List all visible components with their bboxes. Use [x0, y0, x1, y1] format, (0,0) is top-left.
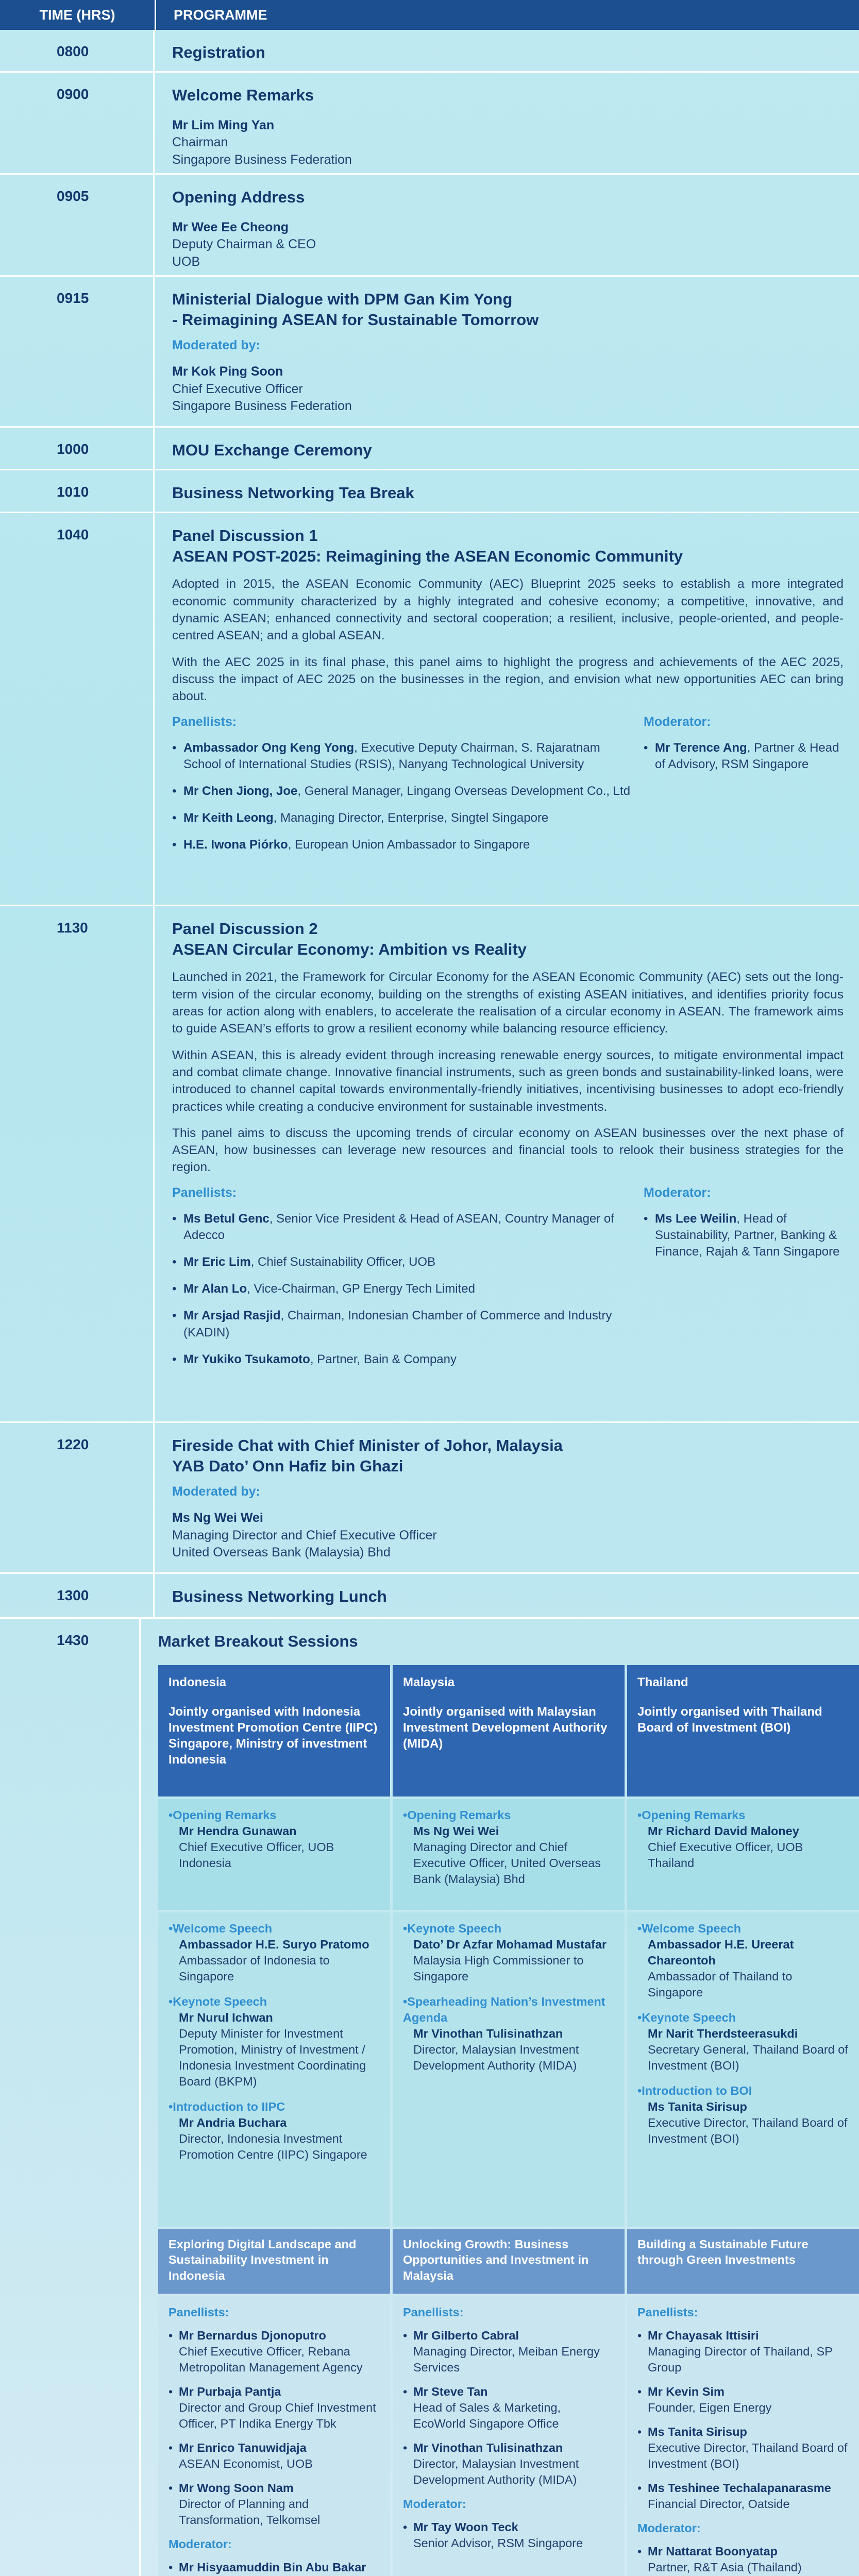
- time-cell: 1040: [0, 513, 155, 905]
- item-title: Business Networking Tea Break: [172, 484, 414, 502]
- item-title: Registration: [172, 43, 265, 61]
- time-cell: 1430: [0, 1619, 141, 2576]
- item-title: MOU Exchange Ceremony: [172, 441, 372, 459]
- title-line-2: ASEAN Circular Economy: Ambition vs Reality: [172, 940, 527, 958]
- speaker-org: UOB: [172, 254, 200, 269]
- time-cell: 0800: [0, 30, 155, 71]
- breakout-column-header: [393, 1665, 625, 1797]
- row-1010: [0, 470, 859, 513]
- time-cell: 1220: [0, 1423, 155, 1572]
- description-paragraph: Launched in 2021, the Framework for Circular Economy for the ASEAN Economic Community (AEC) sets out the long-term vision of the circular economy, building on the strengths of existing ASEAN initiatives, and identifies priority focus areas for action along with enablers, to accelerate the realisation of a circular economy in ASEAN. The framework aims to guide ASEAN’s efforts to grow a resilient economy while balancing resource efficiency.: [172, 970, 844, 1036]
- list-item: • Ambassador Ong Keng Yong, Executive Deputy Chairman, S. Rajaratnam School of International Studies (RSIS), Nanyang Technological University: [172, 740, 638, 773]
- opening-remarks-cell: • Opening Remarks Ms Ng Wei Wei Managing Director and Chief Executive Officer, United Overseas Bank (Malaysia) Bhd: [393, 1799, 625, 1910]
- session-title: Unlocking Growth: Business Opportunities and Investment in Malaysia: [393, 2229, 625, 2294]
- description-paragraph: This panel aims to discuss the upcoming trends of circular economy on ASEAN businesses over the next phase of ASEAN, how businesses can leverage new resources and financial tools to relook their business strategies for the region.: [172, 1126, 844, 1175]
- row-1000: [0, 428, 859, 470]
- session-panel-cell: Panellists: • Mr Gilberto Cabral Managing Director, Meiban Energy Services • Mr Steve Tan Head of Sales & Marketing, EcoWorld Singapore Office • Mr Vinothan Tulisinathzan Director, Malaysian Investment Development Authority (MIDA) Moderator: • Mr Tay Woon Teck Senior Advisor, RSM Singapore: [393, 2296, 625, 2576]
- moderator-block: [638, 1185, 844, 1368]
- list-item: • Mr Yukiko Tsukamoto, Partner, Bain & Company: [172, 1351, 638, 1368]
- row-0900: [0, 73, 859, 175]
- time-cell: 1000: [0, 428, 155, 469]
- programme-column-header: PROGRAMME: [174, 7, 267, 23]
- time-cell: 0905: [0, 175, 155, 275]
- moderator-role: Managing Director and Chief Executive Officer: [172, 1528, 437, 1543]
- moderated-by-label: Moderated by:: [172, 338, 260, 353]
- title-line-2: ASEAN POST-2025: Reimagining the ASEAN Economic Community: [172, 547, 683, 565]
- session-title: Exploring Digital Landscape and Sustainability Investment in Indonesia: [158, 2229, 390, 2294]
- breakout-column-header: [627, 1665, 859, 1797]
- list-item: • Mr Alan Lo, Vice-Chairman, GP Energy Tech Limited: [172, 1281, 638, 1297]
- title-line-2: YAB Dato’ Onn Hafiz bin Ghazi: [172, 1456, 403, 1475]
- time-cell: 1010: [0, 470, 155, 512]
- speaker: [172, 219, 844, 271]
- item-title: [172, 526, 844, 566]
- speeches-cell: • Welcome Speech Ambassador H.E. Ureerat Chareontoh Ambassador of Thailand to Singapore • Keynote Speech Mr Narit Therdsteerasukdi Secretary General, Thailand Board of Investment (BOI) • Introduction to BOI Ms Tanita Sirisup Executive Director, Thailand Board of Investment (BOI): [627, 1912, 859, 2227]
- list-item: • Mr Terence Ang, Partner & Head of Advisory, RSM Singapore: [644, 740, 844, 773]
- speaker: [172, 117, 844, 169]
- time-cell: 1130: [0, 906, 155, 1421]
- row-0905: [0, 175, 859, 277]
- speeches-cell: • Welcome Speech Ambassador H.E. Suryo Pratomo Ambassador of Indonesia to Singapore • Keynote Speech Mr Nurul Ichwan Deputy Minister for Investment Promotion, Ministry of Investment / Indonesia Investment Coordinating Board (BKPM) • Introduction to IIPC Mr Andria Buchara Director, Indonesia Investment Promotion Centre (IIPC) Singapore: [158, 1912, 390, 2227]
- opening-remarks-cell: • Opening Remarks Mr Hendra Gunawan Chief Executive Officer, UOB Indonesia: [158, 1799, 390, 1910]
- row-1300: [0, 1574, 859, 1619]
- list-item: • Ms Betul Genc, Senior Vice President & Head of ASEAN, Country Manager of Adecco: [172, 1211, 638, 1244]
- title-line-1: Ministerial Dialogue with DPM Gan Kim Yong: [172, 290, 513, 308]
- organiser-text: Jointly organised with Indonesia Investment Promotion Centre (IIPC) Singapore, Ministry of investment Indonesia: [169, 1704, 378, 1767]
- item-title: Welcome Remarks: [172, 86, 314, 104]
- panellists-list: [172, 1185, 638, 1368]
- organiser-text: Jointly organised with Thailand Board of Investment (BOI): [637, 1704, 822, 1735]
- speaker-name: Mr Wee Ee Cheong: [172, 219, 289, 234]
- speaker-org: Singapore Business Federation: [172, 152, 352, 167]
- speaker-name: Mr Lim Ming Yan: [172, 117, 275, 132]
- row-0915: [0, 277, 859, 428]
- speeches-cell: • Keynote Speech Dato’ Dr Azfar Mohamad Mustafar Malaysia High Commissioner to Singapore • Spearheading Nation’s Investment Agenda Mr Vinothan Tulisinathzan Director, Malaysian Investment Development Authority (MIDA): [393, 1912, 625, 2227]
- time-cell: 0915: [0, 277, 155, 426]
- row-1040: [0, 513, 859, 906]
- row-1220: [0, 1423, 859, 1574]
- title-line-1: Panel Discussion 2: [172, 920, 318, 938]
- speaker-role: Chairman: [172, 135, 228, 150]
- moderator: [172, 363, 844, 415]
- time-cell: 0900: [0, 73, 155, 173]
- item-title: [172, 289, 844, 330]
- moderator-label: Moderator:: [644, 714, 711, 729]
- title-line-1: Fireside Chat with Chief Minister of Johor, Malaysia: [172, 1436, 563, 1454]
- title-line-1: Panel Discussion 1: [172, 527, 318, 545]
- moderator-role: Chief Executive Officer: [172, 381, 303, 396]
- organiser-text: Jointly organised with Malaysian Investment Development Authority (MIDA): [403, 1704, 608, 1751]
- list-item: • Mr Keith Leong, Managing Director, Enterprise, Singtel Singapore: [172, 810, 638, 826]
- session-title: Building a Sustainable Future through Green Investments: [627, 2229, 859, 2294]
- country-name: Indonesia: [169, 1675, 227, 1689]
- moderator-name: Ms Ng Wei Wei: [172, 1511, 263, 1526]
- item-title: [172, 919, 844, 959]
- time-cell: 1300: [0, 1574, 155, 1617]
- moderator-org: United Overseas Bank (Malaysia) Bhd: [172, 1545, 391, 1560]
- item-title: Business Networking Lunch: [172, 1587, 387, 1605]
- list-item: • Mr Chen Jiong, Joe, General Manager, Lingang Overseas Development Co., Ltd: [172, 783, 638, 800]
- country-name: Malaysia: [403, 1675, 455, 1689]
- description-paragraph: Adopted in 2015, the ASEAN Economic Community (AEC) Blueprint 2025 seeks to establish a more integrated economic community characterized by a highly integrated and cohesive economy; a competitive, innovative, and dynamic ASEAN; enhanced connectivity and sectoral cooperation; a resilient, inclusive, people-oriented, and people-centred ASEAN; and a global ASEAN.: [172, 577, 844, 643]
- moderator-org: Singapore Business Federation: [172, 399, 352, 414]
- row-0800: [0, 30, 859, 73]
- panellists-label: Panellists:: [172, 1185, 237, 1200]
- panellists-label: Panellists:: [172, 714, 237, 729]
- item-title: Market Breakout Sessions: [158, 1632, 358, 1650]
- moderator-name: Mr Kok Ping Soon: [172, 364, 283, 379]
- moderator: [172, 1510, 844, 1562]
- description-paragraph: Within ASEAN, this is already evident through increasing renewable energy sources, to mitigate environmental impact and combat climate change. Innovative financial instruments, such as green bonds and sustainability-linked loans, were introduced to channel capital towards environmentally-friendly initiatives, incentivising businesses to adopt eco-friendly practices while creating a conducive environment for sustainable investments.: [172, 1048, 844, 1114]
- list-item: • H.E. Iwona Piórko, European Union Ambassador to Singapore: [172, 837, 638, 853]
- breakout-column-header: [158, 1665, 390, 1797]
- row-1130: [0, 906, 859, 1423]
- session-panel-cell: Panellists: • Mr Bernardus Djonoputro Chief Executive Officer, Rebana Metropolitan Management Agency • Mr Purbaja Pantja Director and Group Chief Investment Officer, PT Indika Energy Tbk • Mr Enrico Tanuwidjaja ASEAN Economist, UOB • Mr Wong Soon Nam Director of Planning and Transformation, Telkomsel Moderator: • Mr Hisyaamuddin Bin Abu Bakar: [158, 2296, 390, 2576]
- moderator-label: Moderator:: [644, 1185, 711, 1200]
- breakout-grid: [158, 1665, 859, 2576]
- table-header: [0, 0, 859, 30]
- opening-remarks-cell: • Opening Remarks Mr Richard David Maloney Chief Executive Officer, UOB Thailand: [627, 1799, 859, 1910]
- session-panel-cell: Panellists: • Mr Chayasak Ittisiri Managing Director of Thailand, SP Group • Mr Kevin Sim Founder, Eigen Energy • Ms Tanita Sirisup Executive Director, Thailand Board of Investment (BOI) • Ms Teshinee Techalapanarasme Financial Director, Oatside Moderator: • Mr Nattarat Boonyatap Partner, R&T Asia (Thailand): [627, 2296, 859, 2576]
- country-name: Thailand: [637, 1675, 688, 1689]
- item-title: Opening Address: [172, 188, 305, 206]
- row-1430: [0, 1619, 859, 2576]
- panellists-list: [172, 715, 638, 854]
- list-item: • Mr Eric Lim, Chief Sustainability Officer, UOB: [172, 1254, 638, 1270]
- list-item: • Ms Lee Weilin, Head of Sustainability, Partner, Banking & Finance, Rajah & Tann Singapore: [644, 1211, 844, 1260]
- speaker-role: Deputy Chairman & CEO: [172, 237, 316, 252]
- description-paragraph: With the AEC 2025 in its final phase, this panel aims to highlight the progress and achievements of the AEC 2025, discuss the impact of AEC 2025 on the businesses in the region, and envision what new opportunities AEC can bring about.: [172, 655, 844, 704]
- item-title: [172, 1435, 844, 1476]
- list-item: • Mr Arsjad Rasjid, Chairman, Indonesian Chamber of Commerce and Industry (KADIN): [172, 1308, 638, 1341]
- moderated-by-label: Moderated by:: [172, 1484, 260, 1499]
- moderator-block: [638, 715, 844, 854]
- time-column-header: TIME (HRS): [0, 0, 156, 30]
- title-line-2: - Reimagining ASEAN for Sustainable Tomorrow: [172, 310, 539, 329]
